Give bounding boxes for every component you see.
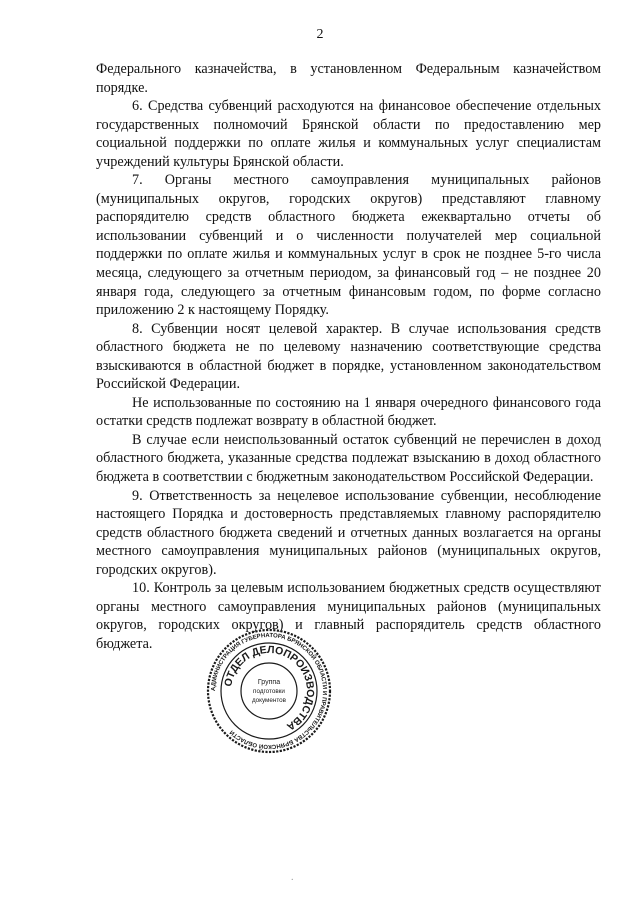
document-body: [96, 60, 601, 654]
paragraph: В случае если неиспользованный остаток субвенций не перечислен в доход областного бюджета, указанные средства подлежат взысканию в доход областного бюджета в соответствии с бюджетным законодательством Российской Федерации.: [96, 431, 601, 486]
stamp-center-line: документов: [251, 697, 287, 704]
paragraph: 8. Субвенции носят целевой характер. В случае использования средств областного бюджета не по целевому назначению соответствующие средства взыскиваются в областной бюджет в порядке, установленном законодательством Российской Федерации.: [96, 320, 601, 393]
paragraph: Не использованные по состоянию на 1 января очередного финансового года остатки средств подлежат возврату в областной бюджет.: [96, 394, 601, 430]
stamp-inner-ring-text: ОТДЕЛ ДЕЛОПРОИЗВОДСТВА: [222, 643, 317, 733]
stamp-outer-ring-text: АДМИНИСТРАЦИЯ ГУБЕРНАТОРА БРЯНСКОЙ ОБЛАСТИ И ПРАВИТЕЛЬСТВА БРЯНСКОЙ ОБЛАСТИ: [210, 632, 328, 750]
paragraph: 9. Ответственность за нецелевое использование субвенции, несоблюдение настоящего Порядка и достоверность представляемых главному распорядителю средств областного бюджета сведений и отчетных данных возлагается на органы местного самоуправления муниципальных районов (муниципальных округов, городских округов).: [96, 487, 601, 578]
stamp-center-line: подготовки: [253, 688, 285, 695]
stamp-center-line: Группа: [257, 679, 281, 686]
footer-mark: .: [291, 872, 294, 883]
official-stamp: [206, 628, 332, 754]
paragraph: Федерального казначейства, в установленном Федеральным казначейством порядке.: [96, 61, 601, 96]
paragraph: 6. Средства субвенций расходуются на финансовое обеспечение отдельных государственных полномочий Брянской области по предоставлению мер социальной поддержки по оплате жилья и коммунальных услуг специалистам учреждений культуры Брянской области.: [96, 98, 601, 170]
stamp-seal-icon: [206, 628, 332, 754]
paragraph: 7. Органы местного самоуправления муниципальных районов (муниципальных округов, городских округов) представляют главному распорядителю средств областного бюджета ежеквартально отчеты об использовании субвенций и о численности получателей мер социальной поддержки по оплате жилья и коммунальных услуг в срок не позднее 5-го числа месяца, следующего за отчетным периодом, за финансовый год – не позднее 20 января года, следующего за отчетным финансовым годом, по форме согласно приложению 2 к настоящему Порядку.: [96, 172, 601, 319]
page-number: 2: [316, 27, 324, 42]
paragraph: 10. Контроль за целевым использованием бюджетных средств осуществляют органы местного самоуправления муниципальных районов (муниципальных округов, городских округов) и главный распорядитель средств областного бюджета.: [96, 580, 601, 652]
